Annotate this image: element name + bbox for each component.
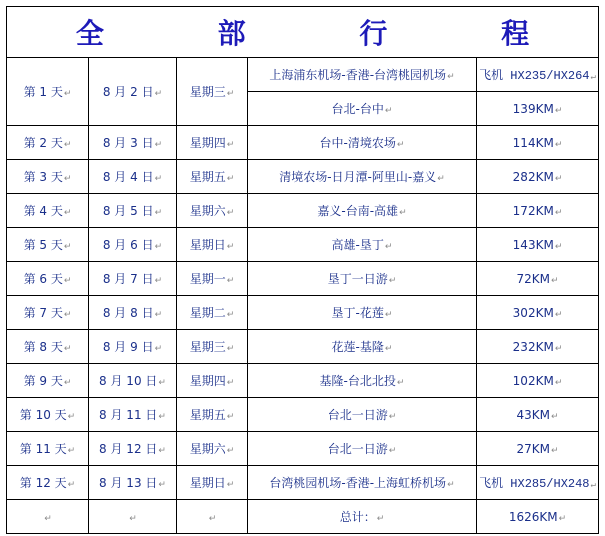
- title-char: 程: [501, 17, 530, 50]
- day-cell: [7, 296, 89, 330]
- table-row: [7, 330, 599, 364]
- total-label-cell-text: 总计：: [339, 510, 376, 524]
- weekday-cell: [177, 364, 248, 398]
- distance-cell-text: 72KM: [516, 271, 550, 286]
- paragraph-mark-icon: ↵: [447, 480, 455, 490]
- weekday-cell: [177, 330, 248, 364]
- paragraph-mark-icon: ↵: [384, 344, 393, 354]
- paragraph-mark-icon: ↵: [226, 174, 235, 184]
- weekday-cell-text: 星期三: [189, 85, 226, 99]
- paragraph-mark-icon: ↵: [550, 411, 559, 422]
- day-cell: [7, 364, 89, 398]
- day-cell-text: 第 7 天: [23, 306, 63, 320]
- route-cell-text: 基隆-台北北投: [319, 374, 396, 388]
- title-char: 行: [359, 17, 388, 50]
- paragraph-mark-icon: ↵: [154, 310, 163, 320]
- paragraph-mark-icon: ↵: [554, 105, 563, 116]
- paragraph-mark-icon: ↵: [63, 208, 72, 218]
- title-row: [7, 7, 599, 58]
- date-cell: [89, 262, 177, 296]
- paragraph-mark-icon: ↵: [154, 89, 163, 99]
- distance-cell-text: 139KM: [512, 101, 554, 116]
- paragraph-mark-icon: ↵: [226, 310, 235, 320]
- route-cell-text: 台中-清境农场: [319, 136, 396, 150]
- paragraph-mark-icon: ↵: [226, 89, 235, 99]
- paragraph-mark-icon: ↵: [63, 140, 72, 150]
- paragraph-mark-icon: ↵: [158, 446, 166, 456]
- route-cell: [248, 330, 477, 364]
- date-cell: [89, 398, 177, 432]
- day-cell: [7, 126, 89, 160]
- weekday-cell: [177, 160, 248, 194]
- route-cell-text: 嘉义-台南-高雄: [317, 204, 399, 218]
- table-row: [7, 126, 599, 160]
- paragraph-mark-icon: ↵: [384, 242, 393, 252]
- date-cell: [89, 194, 177, 228]
- table-row: [7, 58, 599, 92]
- route-cell: [248, 126, 477, 160]
- day-cell: [7, 228, 89, 262]
- table-row: [7, 466, 599, 500]
- date-cell: [89, 432, 177, 466]
- paragraph-mark-icon: ↵: [590, 480, 596, 490]
- day-cell-text: 第 11 天: [19, 442, 67, 456]
- paragraph-mark-icon: ↵: [67, 480, 76, 490]
- distance-cell-text: 飞机 HX235/HX264: [479, 69, 590, 83]
- date-cell-text: 8 月 5 日: [102, 204, 154, 218]
- itinerary-table: [6, 6, 599, 534]
- route-cell: [248, 228, 477, 262]
- route-cell-text: 清境农场-日月潭-阿里山-嘉义: [279, 170, 437, 184]
- paragraph-mark-icon: ↵: [554, 139, 563, 150]
- distance-cell: [477, 364, 599, 398]
- paragraph-mark-icon: ↵: [63, 276, 72, 286]
- paragraph-mark-icon: ↵: [590, 72, 596, 82]
- route-cell-text: 花莲-基隆: [331, 340, 384, 354]
- weekday-cell: [177, 466, 248, 500]
- distance-cell-text: 27KM: [516, 441, 550, 456]
- paragraph-mark-icon: ↵: [158, 412, 166, 422]
- weekday-cell: [177, 432, 248, 466]
- distance-cell-text: 302KM: [512, 305, 554, 320]
- paragraph-mark-icon: ↵: [154, 208, 163, 218]
- date-cell-text: 8 月 2 日: [102, 85, 154, 99]
- paragraph-mark-icon: ↵: [63, 310, 72, 320]
- paragraph-mark-icon: ↵: [226, 242, 235, 252]
- paragraph-mark-icon: ↵: [63, 378, 72, 388]
- date-cell-text: 8 月 3 日: [102, 136, 154, 150]
- paragraph-mark-icon: ↵: [550, 275, 559, 286]
- day-cell-text: 第 10 天: [19, 408, 67, 422]
- paragraph-mark-icon: ↵: [63, 89, 72, 99]
- distance-cell: [477, 92, 599, 126]
- day-cell: [7, 398, 89, 432]
- total-value-cell: [477, 500, 599, 534]
- day-cell: [7, 466, 89, 500]
- paragraph-mark-icon: ↵: [154, 242, 163, 252]
- distance-cell: [477, 330, 599, 364]
- date-cell-text: 8 月 8 日: [102, 306, 154, 320]
- date-cell-text: 8 月 7 日: [102, 272, 154, 286]
- paragraph-mark-icon: ↵: [154, 276, 163, 286]
- route-cell: [248, 160, 477, 194]
- paragraph-mark-icon: ↵: [44, 513, 52, 524]
- day-cell-text: 第 12 天: [19, 476, 67, 490]
- distance-cell: [477, 432, 599, 466]
- table-title: [7, 7, 599, 58]
- paragraph-mark-icon: ↵: [388, 276, 397, 286]
- paragraph-mark-icon: ↵: [67, 412, 76, 422]
- distance-cell: [477, 296, 599, 330]
- table-row: [7, 160, 599, 194]
- route-cell-text: 高雄-垦丁: [331, 238, 384, 252]
- date-cell: [89, 126, 177, 160]
- title-char: 全: [75, 17, 104, 50]
- date-cell-text: 8 月 12 日: [99, 442, 158, 456]
- date-cell: [89, 228, 177, 262]
- distance-cell: [477, 262, 599, 296]
- distance-cell: [477, 398, 599, 432]
- paragraph-mark-icon: ↵: [376, 514, 385, 524]
- route-cell: [248, 398, 477, 432]
- date-cell: [89, 296, 177, 330]
- paragraph-mark-icon: ↵: [226, 140, 235, 150]
- weekday-cell-text: 星期四: [189, 136, 226, 150]
- distance-cell-text: 232KM: [512, 339, 554, 354]
- day-cell: [7, 58, 89, 126]
- day-cell: [7, 160, 89, 194]
- route-cell: [248, 262, 477, 296]
- paragraph-mark-icon: ↵: [226, 344, 235, 354]
- weekday-cell: [177, 398, 248, 432]
- day-cell-text: 第 1 天: [23, 85, 63, 99]
- route-cell: [248, 466, 477, 500]
- route-cell-text: 台北一日游: [327, 442, 388, 456]
- weekday-cell-text: 星期一: [189, 272, 226, 286]
- paragraph-mark-icon: ↵: [226, 208, 235, 218]
- paragraph-mark-icon: ↵: [208, 513, 217, 524]
- paragraph-mark-icon: ↵: [554, 377, 563, 388]
- paragraph-mark-icon: ↵: [447, 72, 455, 82]
- weekday-cell: [177, 262, 248, 296]
- paragraph-mark-icon: ↵: [550, 445, 559, 456]
- paragraph-mark-icon: ↵: [226, 378, 235, 388]
- paragraph-mark-icon: ↵: [154, 174, 163, 184]
- weekday-cell-text: 星期五: [189, 170, 226, 184]
- day-cell-text: 第 8 天: [23, 340, 63, 354]
- route-cell: [248, 194, 477, 228]
- total-value-cell-text: 1626KM: [508, 509, 558, 524]
- day-cell: [7, 330, 89, 364]
- weekday-cell: [177, 58, 248, 126]
- weekday-cell: [177, 296, 248, 330]
- table-row: [7, 432, 599, 466]
- date-cell: [89, 160, 177, 194]
- paragraph-mark-icon: ↵: [554, 207, 563, 218]
- weekday-cell-text: 星期五: [189, 408, 226, 422]
- paragraph-mark-icon: ↵: [67, 446, 76, 456]
- paragraph-mark-icon: ↵: [158, 378, 166, 388]
- paragraph-mark-icon: ↵: [158, 480, 166, 490]
- distance-cell: [477, 228, 599, 262]
- empty-cell: [7, 500, 89, 534]
- route-cell-text: 台北-台中: [331, 102, 384, 116]
- paragraph-mark-icon: ↵: [554, 309, 563, 320]
- weekday-cell-text: 星期三: [189, 340, 226, 354]
- empty-cell: [89, 500, 177, 534]
- route-cell-text: 台湾桃园机场-香港-上海虹桥机场: [269, 476, 447, 490]
- day-cell-text: 第 4 天: [23, 204, 63, 218]
- distance-cell: [477, 126, 599, 160]
- empty-cell: [177, 500, 248, 534]
- route-cell: [248, 432, 477, 466]
- paragraph-mark-icon: ↵: [226, 480, 235, 490]
- distance-cell-text: 282KM: [512, 169, 554, 184]
- weekday-cell: [177, 126, 248, 160]
- weekday-cell-text: 星期四: [189, 374, 226, 388]
- weekday-cell-text: 星期六: [189, 442, 226, 456]
- table-row: [7, 398, 599, 432]
- table-row: [7, 296, 599, 330]
- paragraph-mark-icon: ↵: [226, 276, 235, 286]
- distance-cell: [477, 58, 599, 92]
- weekday-cell-text: 星期六: [189, 204, 226, 218]
- day-cell: [7, 432, 89, 466]
- date-cell-text: 8 月 11 日: [99, 408, 158, 422]
- distance-cell-text: 143KM: [512, 237, 554, 252]
- paragraph-mark-icon: ↵: [554, 343, 563, 354]
- date-cell-text: 8 月 4 日: [102, 170, 154, 184]
- day-cell-text: 第 9 天: [23, 374, 63, 388]
- distance-cell-text: 43KM: [516, 407, 550, 422]
- paragraph-mark-icon: ↵: [226, 446, 235, 456]
- total-row: [7, 500, 599, 534]
- route-cell-text: 垦丁一日游: [327, 272, 388, 286]
- day-cell-text: 第 2 天: [23, 136, 63, 150]
- paragraph-mark-icon: ↵: [437, 174, 445, 184]
- paragraph-mark-icon: ↵: [396, 378, 405, 388]
- paragraph-mark-icon: ↵: [129, 513, 137, 524]
- distance-cell-text: 172KM: [512, 203, 554, 218]
- paragraph-mark-icon: ↵: [226, 412, 235, 422]
- table-row: [7, 228, 599, 262]
- paragraph-mark-icon: ↵: [554, 173, 563, 184]
- route-cell: [248, 58, 477, 92]
- day-cell: [7, 194, 89, 228]
- title-char: 部: [217, 17, 246, 50]
- paragraph-mark-icon: ↵: [388, 446, 397, 456]
- date-cell-text: 8 月 13 日: [99, 476, 158, 490]
- distance-cell: [477, 160, 599, 194]
- paragraph-mark-icon: ↵: [396, 140, 405, 150]
- weekday-cell-text: 星期二: [189, 306, 226, 320]
- date-cell: [89, 58, 177, 126]
- date-cell: [89, 364, 177, 398]
- paragraph-mark-icon: ↵: [63, 242, 72, 252]
- route-cell-text: 台北一日游: [327, 408, 388, 422]
- date-cell-text: 8 月 6 日: [102, 238, 154, 252]
- paragraph-mark-icon: ↵: [399, 208, 407, 218]
- distance-cell-text: 飞机 HX285/HX248: [479, 477, 590, 491]
- date-cell: [89, 466, 177, 500]
- paragraph-mark-icon: ↵: [558, 513, 567, 524]
- distance-cell-text: 102KM: [512, 373, 554, 388]
- distance-cell-text: 114KM: [512, 135, 554, 150]
- paragraph-mark-icon: ↵: [388, 412, 397, 422]
- weekday-cell-text: 星期日: [189, 238, 226, 252]
- paragraph-mark-icon: ↵: [554, 241, 563, 252]
- weekday-cell-text: 星期日: [189, 476, 226, 490]
- distance-cell: [477, 466, 599, 500]
- route-cell-text: 上海浦东机场-香港-台湾桃园机场: [269, 68, 447, 82]
- route-cell: [248, 296, 477, 330]
- paragraph-mark-icon: ↵: [63, 344, 72, 354]
- paragraph-mark-icon: ↵: [384, 310, 393, 320]
- paragraph-mark-icon: ↵: [154, 140, 163, 150]
- date-cell-text: 8 月 10 日: [99, 374, 158, 388]
- day-cell-text: 第 6 天: [23, 272, 63, 286]
- total-label-cell: [248, 500, 477, 534]
- day-cell-text: 第 3 天: [23, 170, 63, 184]
- day-cell-text: 第 5 天: [23, 238, 63, 252]
- weekday-cell: [177, 194, 248, 228]
- paragraph-mark-icon: ↵: [154, 344, 163, 354]
- table-row: [7, 262, 599, 296]
- day-cell: [7, 262, 89, 296]
- table-row: [7, 194, 599, 228]
- itinerary-document: [6, 6, 598, 534]
- weekday-cell: [177, 228, 248, 262]
- route-cell: [248, 92, 477, 126]
- route-cell: [248, 364, 477, 398]
- route-cell-text: 垦丁-花莲: [331, 306, 384, 320]
- table-row: [7, 364, 599, 398]
- distance-cell: [477, 194, 599, 228]
- date-cell: [89, 330, 177, 364]
- paragraph-mark-icon: ↵: [63, 174, 72, 184]
- date-cell-text: 8 月 9 日: [102, 340, 154, 354]
- paragraph-mark-icon: ↵: [384, 106, 393, 116]
